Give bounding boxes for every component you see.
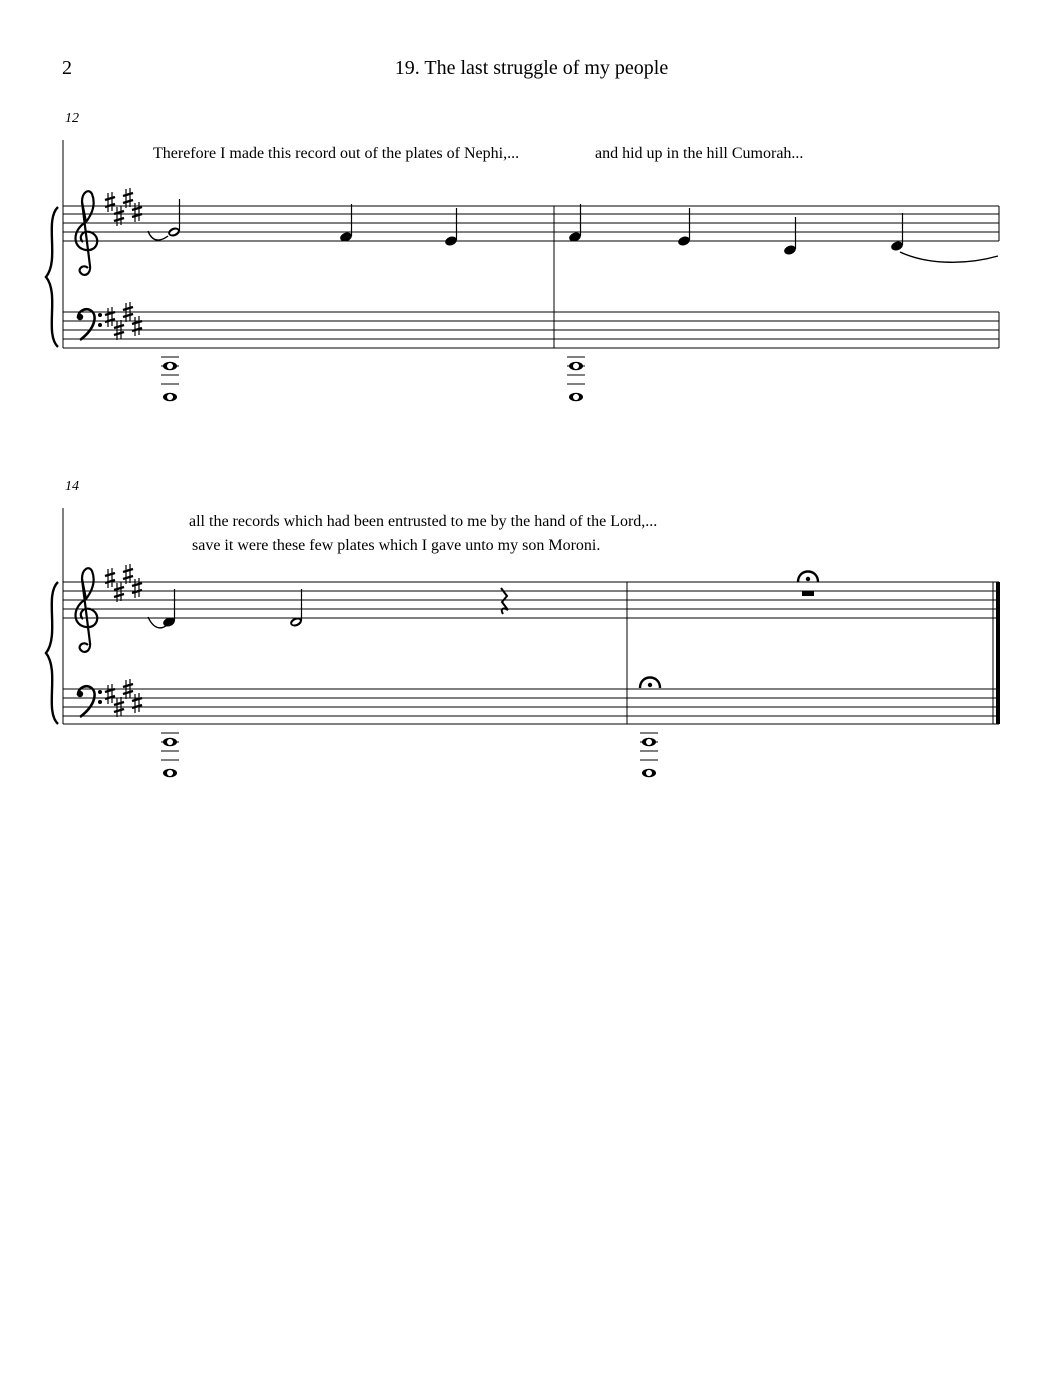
- measure-number-12: 12: [65, 111, 79, 126]
- bass-whole-notes-12: [161, 357, 179, 401]
- sharp-icon: [123, 188, 133, 208]
- bass-whole-notes-15: [640, 733, 658, 777]
- sharp-icon: [114, 582, 124, 602]
- fermata-icon: [640, 678, 660, 689]
- page-number: 2: [62, 57, 72, 79]
- sharp-icon: [105, 307, 115, 327]
- sharp-icon: [105, 192, 115, 212]
- bass-staff-1: [63, 312, 999, 348]
- sharp-icon: [132, 202, 142, 222]
- sharp-icon: [132, 578, 142, 598]
- sharp-icon: [132, 693, 142, 713]
- sharp-icon: [123, 564, 133, 584]
- treble-clef-icon: [76, 568, 98, 652]
- annotation-hill-cumorah: and hid up in the hill Cumorah...: [595, 145, 804, 162]
- quarter-rest-icon: [501, 588, 508, 614]
- annotation-plates-moroni: save it were these few plates which I gave unto my son Moroni.: [192, 537, 601, 554]
- annotation-record-nephi: Therefore I made this record out of the plates of Nephi,...: [153, 145, 520, 162]
- bass-whole-notes-14: [161, 733, 179, 777]
- whole-rest-icon: [802, 591, 814, 596]
- sharp-icon: [132, 316, 142, 336]
- bass-clef-icon: [77, 686, 102, 717]
- system-2: [46, 508, 1000, 777]
- system-1: [46, 140, 999, 401]
- brace-icon: [46, 207, 58, 347]
- bass-staff-2: [63, 689, 999, 724]
- treble-staff-1: [63, 206, 999, 241]
- brace-icon: [46, 582, 58, 724]
- fermata-icon: [798, 572, 818, 583]
- measure-number-14: 14: [65, 479, 79, 494]
- sharp-icon: [105, 568, 115, 588]
- treble-staff-2: [63, 582, 999, 618]
- page-title: 19. The last struggle of my people: [394, 57, 669, 79]
- annotation-records-lord: all the records which had been entrusted to me by the hand of the Lord,...: [189, 513, 658, 530]
- bass-whole-notes-13: [567, 357, 585, 401]
- sharp-icon: [105, 684, 115, 704]
- bass-clef-icon: [77, 309, 102, 340]
- treble-clef-icon: [76, 191, 98, 275]
